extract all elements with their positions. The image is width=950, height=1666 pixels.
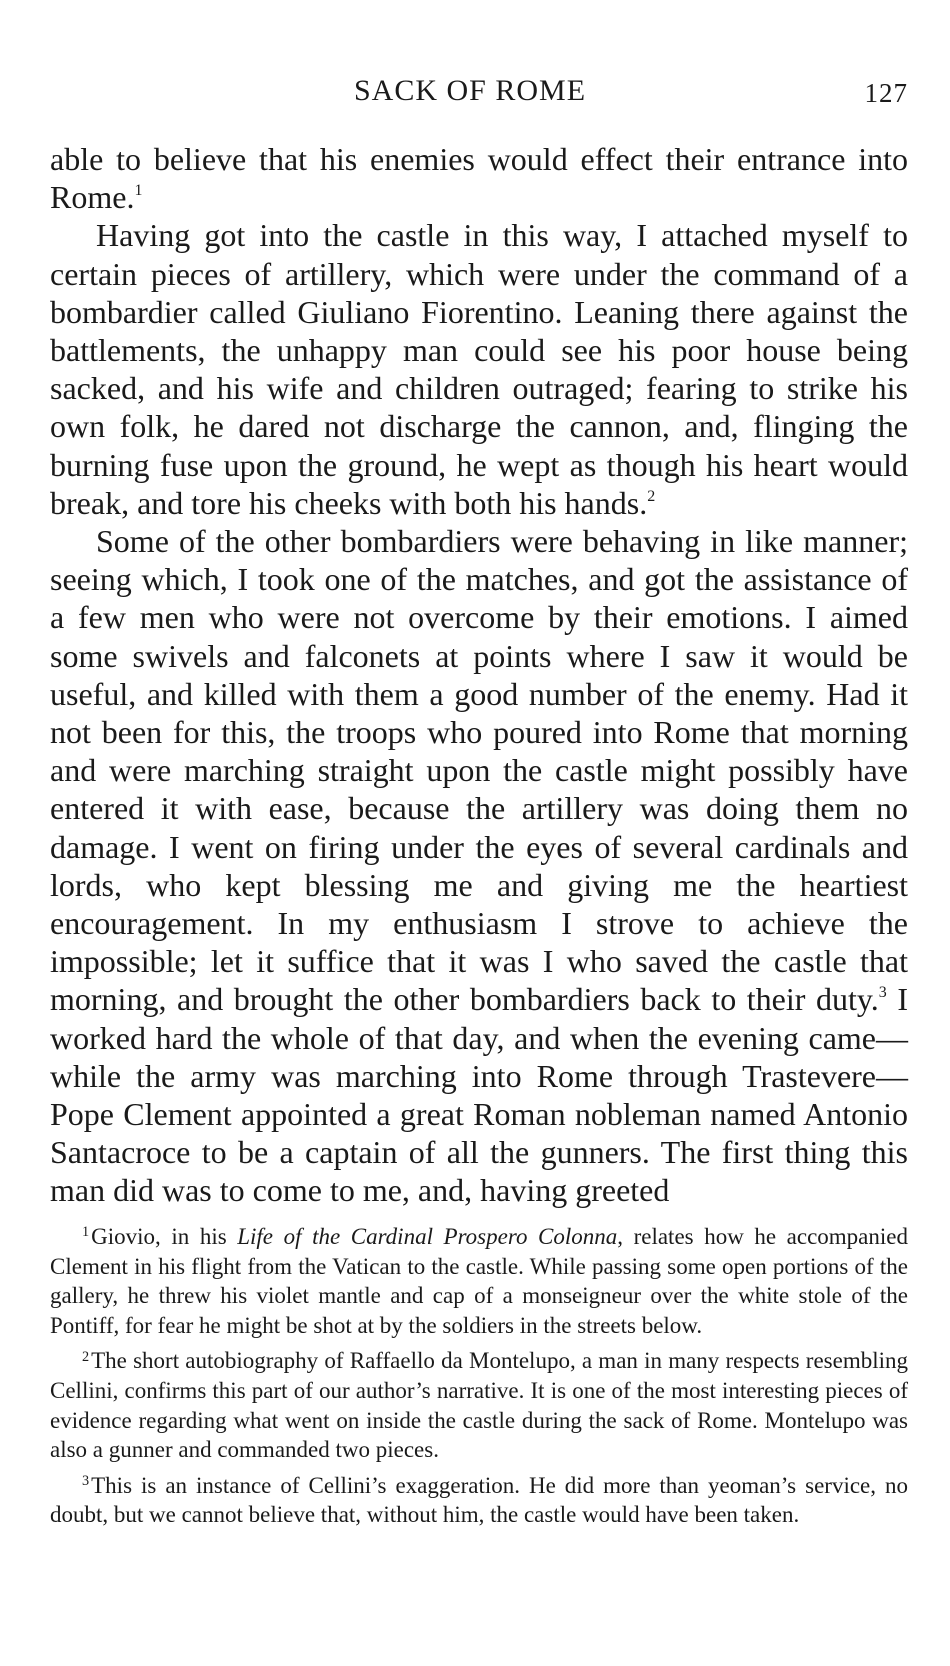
paragraph-text: Some of the other bombardiers were behaving in like manner; seeing which, I took one of the matches, and got the assistance of a few men who were not overcome by their emotions. I aimed some swivels and falconets at points where I saw it would be useful, and killed with them a good number of the enemy. Had it not been for this, the troops who poured into Rome that morning and were marching straight upon the castle might possibly have entered it with ease, because the artillery was doing them no damage. I went on firing under the eyes of several cardinals and lords, who kept blessing me and giving me the heartiest encouragement. In my enthusiasm I strove to achieve the impossible; let it suffice that it was I who saved the castle that morning, and brought the other bombardiers back to their duty. [50,523,908,1018]
footnote-text: This is an instance of Cellini’s exaggeration. He did more than yeoman’s service, no doubt, but we cannot believe that, without him, the castle would have been taken. [50,1472,908,1528]
paragraph-continued [50,140,908,216]
footnote [50,1222,908,1340]
footnote-mark: 2 [82,1348,90,1365]
paragraph-text: Having got into the castle in this way, I attached myself to certain pieces of artillery, which were under the command of a bombardier called Giuliano Fiorentino. Leaning there against the battlements, the unhappy man could see his poor house being sacked, and his wife and children outraged; fearing to strike his own folk, he dared not discharge the cannon, and, flinging the burning fuse upon the ground, he wept as though his heart would break, and tore his cheeks with both his hands. [50,217,908,521]
footnote-mark: 1 [82,1224,90,1241]
footnote [50,1346,908,1464]
footnote-ref: 3 [878,984,887,1002]
footnote-mark: 3 [82,1472,90,1489]
running-head [50,74,908,114]
running-title: SACK OF ROME [353,74,587,107]
footnote-text: Giovio, in his [91,1224,238,1249]
footnote-ref: 1 [134,182,143,200]
body-text [50,140,908,1210]
page-number: 127 [864,78,908,108]
paragraph [50,522,908,1210]
footnote-ref: 2 [647,488,656,506]
paragraph-text: able to believe that his enemies would effect their entrance into Rome. [50,141,908,216]
paragraph [50,216,908,522]
paragraph-text: I worked hard the whole of that day, and when the evening came—while the army was marching into Rome through Trastevere—Pope Clement appointed a great Roman nobleman named Antonio Santacroce to be a captain of all the gunners. The first thing this man did was to come to me, and, having greeted [50,981,909,1209]
footnotes [50,1222,908,1530]
footnote [50,1471,908,1530]
book-title: Life of the Cardinal Prospero Colonna [237,1224,618,1249]
footnote-text: , relates how he accompanied Clement in his flight from the Vatican to the castle. While passing some open portions of the gallery, he threw his violet mantle and cap of a monseigneur over the white stole of the Pontiff, for fear he might be shot at by the soldiers in the streets below. [50,1224,908,1338]
footnote-text: The short autobiography of Raffaello da Montelupo, a man in many respects resembling Cellini, confirms this part of our author’s narrative. It is one of the most interesting pieces of evidence regarding what went on inside the castle during the sack of Rome. Montelupo was also a gunner and commanded two pieces. [50,1348,908,1463]
